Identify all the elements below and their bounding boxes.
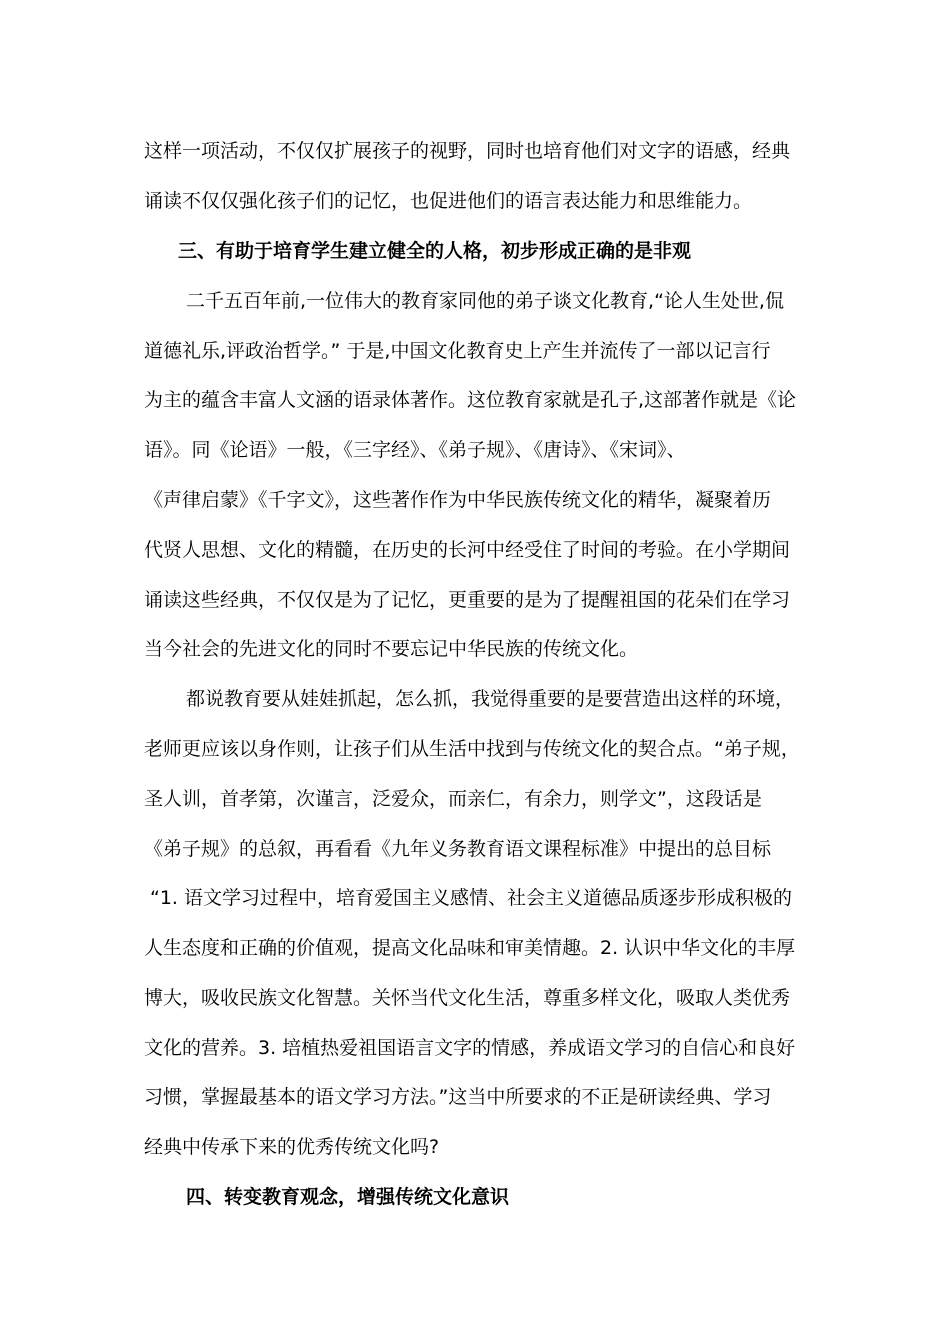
body-line: 博大，吸收民族文化智慧。关怀当代文化生活，尊重多样文化，吸取人类优秀 xyxy=(144,987,791,1009)
body-line: 代贤人思想、文化的精髓，在历史的长河中经受住了时间的考验。在小学期间 xyxy=(144,539,791,561)
body-line: 当今社会的先进文化的同时不要忘记中华民族的传统文化。 xyxy=(144,638,639,660)
body-line: 文化的营养。3. 培植热爱祖国语言文字的情感，养成语文学习的自信心和良好 xyxy=(144,1037,796,1059)
body-line: 道德礼乐,评政治哲学。” 于是,中国文化教育史上产生并流传了一部以记言行 xyxy=(144,340,771,362)
body-line: 为主的蕴含丰富人文涵的语录体著作。这位教育家就是孔子,这部著作就是《论 xyxy=(144,389,797,411)
section-heading: 四、转变教育观念，增强传统文化意识 xyxy=(186,1186,510,1208)
body-line: 诵读这些经典，不仅仅是为了记忆，更重要的是为了提醒祖国的花朵们在学习 xyxy=(144,589,791,611)
section-heading: 三、有助于培育学生建立健全的人格，初步形成正确的是非观 xyxy=(178,240,692,262)
body-line: 语》。同《论语》一般，《三字经》、《弟子规》、《唐诗》、《宋词》、 xyxy=(144,439,686,461)
body-line: 《声律启蒙》《千字文》，这些著作作为中华民族传统文化的精华，凝聚着历 xyxy=(144,489,772,511)
body-line: 经典中传承下来的优秀传统文化吗? xyxy=(144,1136,440,1158)
body-line: 《弟子规》的总叙，再看看《九年义务教育语文课程标准》中提出的总目标 xyxy=(144,838,772,860)
body-line: 老师更应该以身作则，让孩子们从生活中找到与传统文化的契合点。“弟子规， xyxy=(144,738,800,760)
body-line: 诵读不仅仅强化孩子们的记忆，也促进他们的语言表达能力和思维能力。 xyxy=(144,190,753,212)
body-line: 二千五百年前,一位伟大的教育家同他的弟子谈文化教育,“论人生处世,侃 xyxy=(186,290,784,312)
body-line: 这样一项活动，不仅仅扩展孩子的视野，同时也培育他们对文字的语感，经典 xyxy=(144,140,791,162)
body-line: “1. 语文学习过程中，培育爱国主义感情、社会主义道德品质逐步形成积极的 xyxy=(150,887,793,909)
body-line: 习惯，掌握最基本的语文学习方法。”这当中所要求的不正是研读经典、学习 xyxy=(144,1086,772,1108)
body-line: 圣人训，首孝第，次谨言，泛爱众，而亲仁，有余力，则学文”，这段话是 xyxy=(144,788,762,810)
body-line: 都说教育要从娃娃抓起，怎么抓，我觉得重要的是要营造出这样的环境， xyxy=(186,688,795,710)
body-line: 人生态度和正确的价值观，提高文化品味和审美情趣。2. 认识中华文化的丰厚 xyxy=(144,937,796,959)
